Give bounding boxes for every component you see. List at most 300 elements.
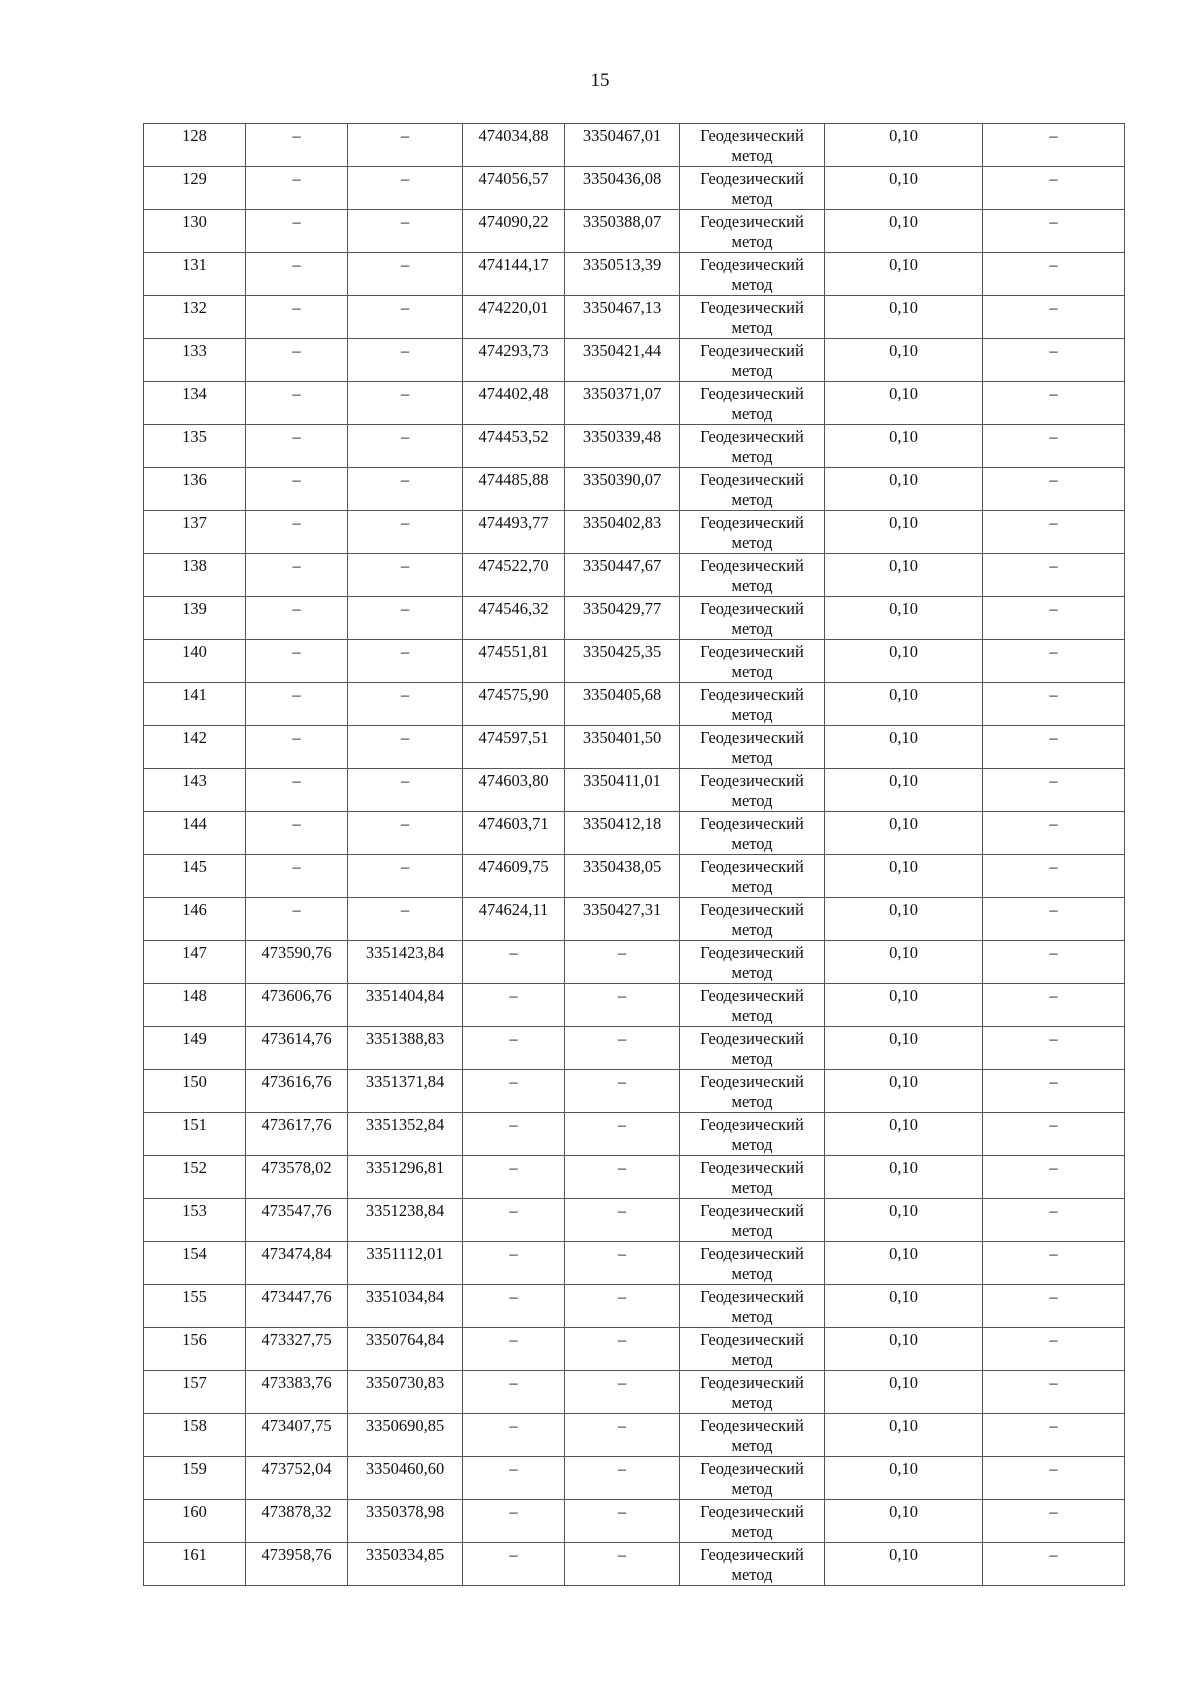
- cell-x-existing: –: [246, 683, 348, 726]
- cell-point-number: 135: [144, 425, 246, 468]
- cell-x-new: 474453,52: [463, 425, 565, 468]
- cell-y-existing: 3350730,83: [348, 1371, 463, 1414]
- table-row: [144, 1242, 1125, 1285]
- cell-point-number: 150: [144, 1070, 246, 1113]
- cell-x-new: 474220,01: [463, 296, 565, 339]
- cell-y-existing: –: [348, 253, 463, 296]
- cell-note: –: [983, 769, 1125, 812]
- cell-accuracy: 0,10: [825, 726, 983, 769]
- cell-method: Геодезический метод: [680, 1113, 825, 1156]
- table-row: [144, 1543, 1125, 1586]
- cell-note: –: [983, 640, 1125, 683]
- cell-y-existing: –: [348, 511, 463, 554]
- cell-y-new: 3350427,31: [565, 898, 680, 941]
- cell-y-new: 3350438,05: [565, 855, 680, 898]
- cell-y-new: 3350467,13: [565, 296, 680, 339]
- cell-method: Геодезический метод: [680, 210, 825, 253]
- cell-x-existing: 473407,75: [246, 1414, 348, 1457]
- table-row: [144, 941, 1125, 984]
- cell-accuracy: 0,10: [825, 941, 983, 984]
- cell-x-new: 474034,88: [463, 124, 565, 167]
- cell-x-new: –: [463, 1328, 565, 1371]
- cell-x-new: 474493,77: [463, 511, 565, 554]
- cell-point-number: 139: [144, 597, 246, 640]
- cell-accuracy: 0,10: [825, 167, 983, 210]
- cell-y-new: 3350447,67: [565, 554, 680, 597]
- cell-method: Геодезический метод: [680, 769, 825, 812]
- cell-point-number: 145: [144, 855, 246, 898]
- cell-y-existing: 3351296,81: [348, 1156, 463, 1199]
- cell-y-existing: 3351371,84: [348, 1070, 463, 1113]
- cell-point-number: 156: [144, 1328, 246, 1371]
- cell-point-number: 144: [144, 812, 246, 855]
- table-body: [144, 124, 1125, 1586]
- cell-note: –: [983, 1543, 1125, 1586]
- cell-point-number: 141: [144, 683, 246, 726]
- cell-x-new: 474402,48: [463, 382, 565, 425]
- cell-note: –: [983, 1371, 1125, 1414]
- cell-method: Геодезический метод: [680, 1414, 825, 1457]
- cell-y-new: –: [565, 1328, 680, 1371]
- cell-point-number: 151: [144, 1113, 246, 1156]
- cell-point-number: 146: [144, 898, 246, 941]
- cell-note: –: [983, 425, 1125, 468]
- cell-x-existing: –: [246, 296, 348, 339]
- table-row: [144, 597, 1125, 640]
- cell-accuracy: 0,10: [825, 511, 983, 554]
- table-row: [144, 1457, 1125, 1500]
- cell-y-new: 3350401,50: [565, 726, 680, 769]
- cell-x-existing: 473578,02: [246, 1156, 348, 1199]
- cell-x-existing: 473752,04: [246, 1457, 348, 1500]
- cell-y-existing: –: [348, 683, 463, 726]
- table-row: [144, 726, 1125, 769]
- cell-x-new: –: [463, 941, 565, 984]
- cell-y-new: 3350411,01: [565, 769, 680, 812]
- cell-note: –: [983, 382, 1125, 425]
- cell-accuracy: 0,10: [825, 1414, 983, 1457]
- cell-accuracy: 0,10: [825, 253, 983, 296]
- table-row: [144, 296, 1125, 339]
- cell-x-new: 474603,80: [463, 769, 565, 812]
- table-row: [144, 1070, 1125, 1113]
- cell-accuracy: 0,10: [825, 382, 983, 425]
- cell-y-existing: –: [348, 468, 463, 511]
- cell-point-number: 138: [144, 554, 246, 597]
- cell-x-existing: –: [246, 468, 348, 511]
- cell-method: Геодезический метод: [680, 1199, 825, 1242]
- cell-accuracy: 0,10: [825, 1242, 983, 1285]
- table-row: [144, 253, 1125, 296]
- cell-method: Геодезический метод: [680, 1371, 825, 1414]
- table-row: [144, 511, 1125, 554]
- cell-note: –: [983, 726, 1125, 769]
- cell-y-new: 3350388,07: [565, 210, 680, 253]
- cell-x-existing: –: [246, 124, 348, 167]
- cell-x-new: –: [463, 1371, 565, 1414]
- cell-note: –: [983, 855, 1125, 898]
- table-row: [144, 769, 1125, 812]
- cell-x-new: 474056,57: [463, 167, 565, 210]
- cell-y-new: 3350436,08: [565, 167, 680, 210]
- cell-x-new: 474551,81: [463, 640, 565, 683]
- cell-accuracy: 0,10: [825, 1199, 983, 1242]
- cell-x-existing: –: [246, 726, 348, 769]
- cell-note: –: [983, 898, 1125, 941]
- cell-x-new: 474090,22: [463, 210, 565, 253]
- cell-x-existing: –: [246, 210, 348, 253]
- table-row: [144, 124, 1125, 167]
- cell-x-existing: –: [246, 511, 348, 554]
- cell-y-existing: –: [348, 554, 463, 597]
- table-row: [144, 1500, 1125, 1543]
- cell-y-new: 3350425,35: [565, 640, 680, 683]
- cell-note: –: [983, 683, 1125, 726]
- cell-x-new: –: [463, 1285, 565, 1328]
- cell-y-existing: 3350378,98: [348, 1500, 463, 1543]
- cell-accuracy: 0,10: [825, 1543, 983, 1586]
- cell-y-new: –: [565, 1543, 680, 1586]
- cell-method: Геодезический метод: [680, 339, 825, 382]
- cell-y-existing: 3350690,85: [348, 1414, 463, 1457]
- cell-x-existing: 473616,76: [246, 1070, 348, 1113]
- cell-x-existing: 473614,76: [246, 1027, 348, 1070]
- cell-x-existing: –: [246, 640, 348, 683]
- cell-method: Геодезический метод: [680, 1457, 825, 1500]
- cell-accuracy: 0,10: [825, 855, 983, 898]
- cell-x-new: –: [463, 1457, 565, 1500]
- table-row: [144, 167, 1125, 210]
- cell-point-number: 153: [144, 1199, 246, 1242]
- cell-x-new: 474144,17: [463, 253, 565, 296]
- table-row: [144, 382, 1125, 425]
- cell-y-existing: –: [348, 769, 463, 812]
- cell-y-new: –: [565, 1027, 680, 1070]
- coordinates-table: [143, 123, 1125, 1586]
- cell-method: Геодезический метод: [680, 984, 825, 1027]
- cell-x-existing: 473447,76: [246, 1285, 348, 1328]
- cell-x-existing: –: [246, 812, 348, 855]
- table-row: [144, 339, 1125, 382]
- table-row: [144, 1285, 1125, 1328]
- cell-method: Геодезический метод: [680, 683, 825, 726]
- cell-y-existing: –: [348, 339, 463, 382]
- cell-y-new: 3350405,68: [565, 683, 680, 726]
- cell-note: –: [983, 812, 1125, 855]
- cell-y-existing: –: [348, 855, 463, 898]
- cell-point-number: 142: [144, 726, 246, 769]
- cell-y-new: –: [565, 984, 680, 1027]
- cell-note: –: [983, 1199, 1125, 1242]
- cell-accuracy: 0,10: [825, 1070, 983, 1113]
- cell-x-new: –: [463, 1543, 565, 1586]
- cell-method: Геодезический метод: [680, 382, 825, 425]
- cell-accuracy: 0,10: [825, 1500, 983, 1543]
- cell-y-new: –: [565, 1285, 680, 1328]
- cell-method: Геодезический метод: [680, 511, 825, 554]
- cell-accuracy: 0,10: [825, 296, 983, 339]
- cell-note: –: [983, 253, 1125, 296]
- table-row: [144, 683, 1125, 726]
- cell-y-existing: –: [348, 597, 463, 640]
- table-row: [144, 1027, 1125, 1070]
- cell-x-existing: 473606,76: [246, 984, 348, 1027]
- cell-point-number: 161: [144, 1543, 246, 1586]
- cell-x-existing: 473958,76: [246, 1543, 348, 1586]
- cell-x-new: 474603,71: [463, 812, 565, 855]
- cell-note: –: [983, 1027, 1125, 1070]
- cell-point-number: 154: [144, 1242, 246, 1285]
- cell-method: Геодезический метод: [680, 855, 825, 898]
- page-number: 15: [590, 70, 610, 91]
- table-row: [144, 210, 1125, 253]
- table-row: [144, 812, 1125, 855]
- cell-point-number: 155: [144, 1285, 246, 1328]
- cell-y-existing: 3351388,83: [348, 1027, 463, 1070]
- cell-y-existing: 3351112,01: [348, 1242, 463, 1285]
- cell-x-existing: –: [246, 425, 348, 468]
- cell-point-number: 128: [144, 124, 246, 167]
- cell-y-existing: –: [348, 898, 463, 941]
- cell-note: –: [983, 1285, 1125, 1328]
- cell-y-new: –: [565, 1371, 680, 1414]
- cell-y-new: –: [565, 1242, 680, 1285]
- cell-y-existing: –: [348, 210, 463, 253]
- cell-x-existing: 473590,76: [246, 941, 348, 984]
- cell-x-new: 474624,11: [463, 898, 565, 941]
- cell-y-new: 3350429,77: [565, 597, 680, 640]
- cell-method: Геодезический метод: [680, 1070, 825, 1113]
- cell-accuracy: 0,10: [825, 597, 983, 640]
- cell-point-number: 130: [144, 210, 246, 253]
- cell-x-new: 474575,90: [463, 683, 565, 726]
- cell-y-new: –: [565, 1457, 680, 1500]
- cell-x-existing: 473547,76: [246, 1199, 348, 1242]
- cell-point-number: 134: [144, 382, 246, 425]
- cell-note: –: [983, 1414, 1125, 1457]
- cell-y-existing: 3350334,85: [348, 1543, 463, 1586]
- cell-point-number: 129: [144, 167, 246, 210]
- cell-accuracy: 0,10: [825, 984, 983, 1027]
- cell-accuracy: 0,10: [825, 210, 983, 253]
- cell-accuracy: 0,10: [825, 769, 983, 812]
- cell-x-new: –: [463, 1414, 565, 1457]
- cell-x-existing: 473327,75: [246, 1328, 348, 1371]
- cell-note: –: [983, 296, 1125, 339]
- cell-x-new: 474597,51: [463, 726, 565, 769]
- table-row: [144, 1328, 1125, 1371]
- cell-x-new: –: [463, 1070, 565, 1113]
- cell-method: Геодезический метод: [680, 167, 825, 210]
- cell-accuracy: 0,10: [825, 1328, 983, 1371]
- table-row: [144, 984, 1125, 1027]
- cell-y-new: –: [565, 1500, 680, 1543]
- cell-point-number: 158: [144, 1414, 246, 1457]
- cell-point-number: 147: [144, 941, 246, 984]
- cell-method: Геодезический метод: [680, 1027, 825, 1070]
- cell-method: Геодезический метод: [680, 597, 825, 640]
- cell-y-existing: –: [348, 812, 463, 855]
- cell-y-new: 3350467,01: [565, 124, 680, 167]
- cell-point-number: 132: [144, 296, 246, 339]
- table-row: [144, 1199, 1125, 1242]
- cell-note: –: [983, 1156, 1125, 1199]
- cell-accuracy: 0,10: [825, 640, 983, 683]
- cell-y-new: 3350513,39: [565, 253, 680, 296]
- cell-accuracy: 0,10: [825, 898, 983, 941]
- cell-point-number: 149: [144, 1027, 246, 1070]
- cell-note: –: [983, 554, 1125, 597]
- cell-y-new: 3350412,18: [565, 812, 680, 855]
- cell-y-existing: –: [348, 640, 463, 683]
- cell-note: –: [983, 124, 1125, 167]
- cell-y-existing: 3351238,84: [348, 1199, 463, 1242]
- cell-x-new: –: [463, 1027, 565, 1070]
- table-row: [144, 1414, 1125, 1457]
- cell-method: Геодезический метод: [680, 898, 825, 941]
- cell-point-number: 137: [144, 511, 246, 554]
- cell-x-new: –: [463, 1500, 565, 1543]
- cell-x-existing: –: [246, 898, 348, 941]
- cell-accuracy: 0,10: [825, 1285, 983, 1328]
- cell-point-number: 140: [144, 640, 246, 683]
- cell-method: Геодезический метод: [680, 941, 825, 984]
- cell-accuracy: 0,10: [825, 812, 983, 855]
- cell-y-new: –: [565, 1199, 680, 1242]
- cell-note: –: [983, 1070, 1125, 1113]
- cell-method: Геодезический метод: [680, 1328, 825, 1371]
- cell-note: –: [983, 468, 1125, 511]
- table-row: [144, 554, 1125, 597]
- cell-y-existing: 3350764,84: [348, 1328, 463, 1371]
- cell-accuracy: 0,10: [825, 339, 983, 382]
- cell-x-existing: –: [246, 597, 348, 640]
- cell-note: –: [983, 1457, 1125, 1500]
- cell-point-number: 131: [144, 253, 246, 296]
- cell-point-number: 133: [144, 339, 246, 382]
- cell-x-existing: –: [246, 382, 348, 425]
- cell-y-new: 3350390,07: [565, 468, 680, 511]
- cell-point-number: 148: [144, 984, 246, 1027]
- cell-x-new: –: [463, 1242, 565, 1285]
- cell-x-new: 474609,75: [463, 855, 565, 898]
- cell-accuracy: 0,10: [825, 683, 983, 726]
- cell-method: Геодезический метод: [680, 124, 825, 167]
- cell-accuracy: 0,10: [825, 425, 983, 468]
- cell-x-new: 474485,88: [463, 468, 565, 511]
- cell-note: –: [983, 1242, 1125, 1285]
- cell-point-number: 160: [144, 1500, 246, 1543]
- cell-y-existing: 3351352,84: [348, 1113, 463, 1156]
- cell-note: –: [983, 210, 1125, 253]
- cell-y-existing: 3351034,84: [348, 1285, 463, 1328]
- cell-accuracy: 0,10: [825, 1113, 983, 1156]
- cell-accuracy: 0,10: [825, 554, 983, 597]
- cell-method: Геодезический метод: [680, 1500, 825, 1543]
- cell-x-new: 474522,70: [463, 554, 565, 597]
- cell-method: Геодезический метод: [680, 1156, 825, 1199]
- cell-accuracy: 0,10: [825, 1156, 983, 1199]
- table-row: [144, 1371, 1125, 1414]
- cell-method: Геодезический метод: [680, 296, 825, 339]
- cell-accuracy: 0,10: [825, 124, 983, 167]
- cell-note: –: [983, 597, 1125, 640]
- cell-point-number: 136: [144, 468, 246, 511]
- cell-x-existing: 473617,76: [246, 1113, 348, 1156]
- cell-point-number: 143: [144, 769, 246, 812]
- cell-y-new: –: [565, 1070, 680, 1113]
- cell-x-existing: –: [246, 339, 348, 382]
- cell-y-existing: –: [348, 167, 463, 210]
- cell-x-existing: 473474,84: [246, 1242, 348, 1285]
- cell-y-new: 3350421,44: [565, 339, 680, 382]
- cell-point-number: 159: [144, 1457, 246, 1500]
- cell-accuracy: 0,10: [825, 1027, 983, 1070]
- table-row: [144, 1113, 1125, 1156]
- cell-y-existing: 3350460,60: [348, 1457, 463, 1500]
- cell-y-existing: –: [348, 296, 463, 339]
- cell-x-new: 474546,32: [463, 597, 565, 640]
- cell-method: Геодезический метод: [680, 726, 825, 769]
- table-row: [144, 855, 1125, 898]
- cell-y-existing: –: [348, 382, 463, 425]
- cell-note: –: [983, 941, 1125, 984]
- cell-method: Геодезический метод: [680, 640, 825, 683]
- cell-note: –: [983, 1500, 1125, 1543]
- cell-x-existing: –: [246, 167, 348, 210]
- table-row: [144, 1156, 1125, 1199]
- cell-x-new: –: [463, 984, 565, 1027]
- cell-method: Геодезический метод: [680, 812, 825, 855]
- table-row: [144, 425, 1125, 468]
- cell-note: –: [983, 339, 1125, 382]
- table-row: [144, 640, 1125, 683]
- cell-x-existing: –: [246, 855, 348, 898]
- cell-x-existing: 473878,32: [246, 1500, 348, 1543]
- cell-method: Геодезический метод: [680, 1242, 825, 1285]
- cell-x-existing: –: [246, 253, 348, 296]
- cell-y-existing: –: [348, 425, 463, 468]
- cell-method: Геодезический метод: [680, 1285, 825, 1328]
- cell-x-new: –: [463, 1156, 565, 1199]
- cell-accuracy: 0,10: [825, 1371, 983, 1414]
- cell-y-new: 3350402,83: [565, 511, 680, 554]
- cell-note: –: [983, 1113, 1125, 1156]
- cell-x-existing: –: [246, 769, 348, 812]
- cell-x-existing: 473383,76: [246, 1371, 348, 1414]
- cell-point-number: 157: [144, 1371, 246, 1414]
- cell-y-new: –: [565, 1113, 680, 1156]
- cell-note: –: [983, 167, 1125, 210]
- cell-y-new: –: [565, 941, 680, 984]
- cell-accuracy: 0,10: [825, 1457, 983, 1500]
- cell-y-new: –: [565, 1414, 680, 1457]
- cell-y-new: –: [565, 1156, 680, 1199]
- cell-method: Геодезический метод: [680, 253, 825, 296]
- cell-y-existing: –: [348, 726, 463, 769]
- cell-y-new: 3350371,07: [565, 382, 680, 425]
- cell-x-existing: –: [246, 554, 348, 597]
- cell-accuracy: 0,10: [825, 468, 983, 511]
- cell-point-number: 152: [144, 1156, 246, 1199]
- cell-y-new: 3350339,48: [565, 425, 680, 468]
- cell-y-existing: 3351423,84: [348, 941, 463, 984]
- cell-note: –: [983, 984, 1125, 1027]
- cell-y-existing: –: [348, 124, 463, 167]
- cell-x-new: –: [463, 1113, 565, 1156]
- cell-method: Геодезический метод: [680, 554, 825, 597]
- cell-x-new: –: [463, 1199, 565, 1242]
